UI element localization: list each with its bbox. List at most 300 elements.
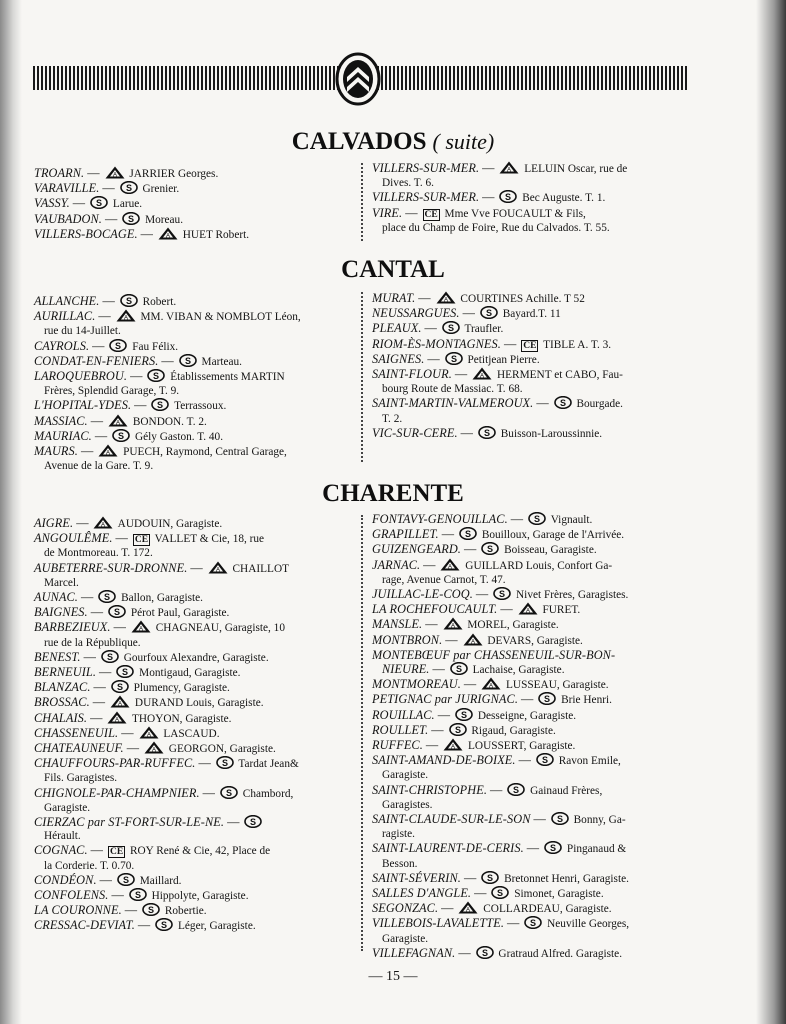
town-name: MONTMOREAU. — [372, 677, 461, 692]
dash-separator: — — [126, 741, 139, 756]
town-name: BENEST. — [34, 649, 81, 664]
svg-text:S: S — [497, 887, 504, 898]
town-name: AUBETERRE-SUR-DRONNE. — [34, 560, 188, 575]
entry-detail: Nivet Frères, Garagistes. — [513, 589, 629, 602]
entry-detail: Larue. — [110, 198, 143, 211]
directory-entry — [34, 414, 356, 429]
svg-text:A: A — [450, 623, 455, 630]
svg-text:S: S — [485, 308, 492, 319]
entry-detail: Desseigne, Garagiste. — [475, 709, 577, 722]
directory-entry — [34, 309, 356, 338]
town-name: BROSSAC. — [34, 695, 90, 710]
service-circle-s-icon — [551, 812, 569, 825]
directory-entry — [372, 812, 694, 841]
entry-line — [34, 620, 356, 635]
service-circle-s-icon — [480, 306, 498, 319]
service-circle-s-icon — [120, 181, 138, 194]
dash-separator: — — [474, 886, 487, 901]
svg-text:S: S — [541, 755, 548, 766]
svg-text:S: S — [114, 607, 121, 618]
directory-entry — [34, 843, 356, 872]
entry-detail: PUECH, Raymond, Central Garage, — [120, 446, 287, 459]
dash-separator: — — [80, 444, 94, 459]
ce-box-icon: CE — [523, 340, 537, 351]
entry-detail: AUDOUIN, Garagiste. — [115, 518, 223, 530]
dash-separator: — — [536, 396, 549, 411]
service-circle-s-icon — [129, 888, 147, 901]
svg-text:S: S — [556, 813, 563, 824]
entry-line — [34, 516, 356, 531]
entry-detail: Petitjean Pierre. — [464, 353, 540, 366]
agent-triangle-icon — [436, 291, 456, 304]
entry-line — [372, 602, 694, 617]
town-name: FONTAVY-GENOUILLAC. — [372, 512, 508, 526]
directory-entry — [34, 590, 356, 605]
entry-continuation: Garagiste. — [382, 932, 429, 945]
entry-line — [372, 886, 694, 901]
service-circle-s-icon — [449, 723, 467, 736]
dash-separator: — — [507, 916, 520, 931]
agent-triangle-icon — [499, 161, 519, 174]
entry-line — [34, 166, 356, 181]
entry-detail: ROY René & Cie, 42, Place de — [127, 845, 271, 858]
svg-text:A: A — [116, 419, 121, 426]
svg-text:S: S — [513, 784, 520, 795]
service-circle-s-icon — [476, 946, 494, 959]
entry-line — [34, 590, 356, 605]
town-name: CONFOLENS. — [34, 888, 109, 903]
directory-entry — [34, 561, 356, 590]
directory-entry — [372, 677, 694, 692]
service-circle-s-icon — [536, 753, 554, 766]
directory-entry — [34, 873, 356, 888]
town-name: LA COURONNE. — [34, 903, 122, 918]
svg-text:S: S — [499, 588, 506, 599]
entry-line — [372, 617, 694, 632]
town-name: MURAT. — [372, 291, 416, 305]
column-divider — [361, 515, 363, 951]
town-name: SAINT-LAURENT-DE-CERIS. — [372, 841, 524, 856]
entry-detail: Gratraud Alfred. Garagiste. — [495, 947, 623, 960]
svg-text:S: S — [550, 843, 557, 854]
entry-line — [372, 753, 694, 768]
entry-line — [372, 352, 694, 367]
entry-detail: Traufler. — [461, 323, 504, 336]
svg-text:S: S — [487, 872, 494, 883]
svg-text:S: S — [481, 947, 488, 958]
entry-continuation: Garagiste. — [44, 801, 91, 814]
agent-triangle-icon — [481, 677, 501, 690]
dash-separator: — — [190, 560, 203, 575]
directory-entry — [372, 692, 694, 707]
service-circle-s-icon — [98, 590, 116, 603]
entry-line — [372, 190, 694, 205]
service-circle-s-icon — [90, 196, 108, 209]
dash-separator: — — [111, 888, 124, 903]
service-circle-s-icon — [142, 903, 160, 916]
calvados-right-column — [372, 161, 694, 235]
svg-text:S: S — [454, 724, 461, 735]
entry-detail: Montigaud, Garagiste. — [136, 667, 241, 680]
dash-separator: — — [482, 161, 495, 175]
entry-detail: Grenier. — [139, 183, 180, 196]
entry-line — [34, 294, 356, 309]
entry-detail: Ballon, Garagiste. — [118, 592, 203, 605]
town-name: LAROQUEBROU. — [34, 369, 128, 384]
entry-detail: LUSSEAU, Garagiste. — [503, 679, 609, 692]
entry-line — [34, 903, 356, 918]
svg-text:A: A — [151, 747, 156, 754]
town-name: CHALAIS. — [34, 710, 88, 725]
entry-line — [382, 662, 694, 677]
service-circle-s-icon — [442, 321, 460, 334]
dash-separator: — — [425, 738, 439, 753]
agent-triangle-icon — [105, 166, 125, 179]
dash-separator: — — [463, 542, 477, 557]
town-name: RIOM-ÈS-MONTAGNES. — [372, 336, 501, 351]
entry-detail: Bourgade. — [573, 398, 624, 411]
entry-detail: LOUSSERT, Garagiste. — [465, 740, 576, 753]
svg-text:S: S — [122, 666, 129, 677]
service-circle-s-icon — [544, 841, 562, 854]
dash-separator: — — [90, 413, 104, 428]
town-name: SALLES D'ANGLE. — [372, 886, 472, 901]
svg-text:S: S — [148, 905, 155, 916]
entry-line — [372, 783, 694, 798]
entry-continuation: la Corderie. T. 0.70. — [44, 859, 135, 872]
dash-separator: — — [526, 841, 540, 856]
entry-line — [34, 354, 356, 369]
svg-text:A: A — [507, 167, 512, 174]
directory-entry — [372, 916, 694, 945]
svg-text:S: S — [221, 758, 228, 769]
agent-triangle-icon — [472, 367, 492, 380]
directory-entry — [34, 429, 356, 444]
entry-line — [372, 723, 694, 738]
service-circle-s-icon — [147, 369, 165, 382]
entry-detail: Bec Auguste. T. 1. — [519, 192, 606, 205]
entry-continuation: Fils. Garagistes. — [44, 772, 118, 785]
svg-text:S: S — [118, 430, 125, 441]
entry-line — [34, 888, 356, 903]
town-name: CHIGNOLE-PAR-CHAMPNIER. — [34, 785, 200, 800]
entry-line — [372, 291, 694, 306]
entry-line — [372, 633, 694, 648]
town-name: AUNAC. — [34, 590, 78, 605]
directory-entry — [372, 396, 694, 425]
entry-continuation: Dives. T. 6. — [382, 177, 434, 190]
entry-detail: Marteau. — [198, 355, 243, 368]
entry-line — [372, 426, 694, 441]
town-name: CONDÉON. — [34, 872, 97, 887]
service-circle-s-icon — [244, 815, 262, 828]
service-circle-s-icon — [220, 786, 238, 799]
entry-detail: THOYON, Garagiste. — [129, 712, 232, 725]
entry-continuation: Garagiste. — [382, 769, 429, 782]
directory-entry — [372, 161, 694, 190]
service-circle-s-icon — [528, 512, 546, 525]
dash-separator: — — [425, 617, 438, 632]
svg-text:S: S — [534, 513, 541, 524]
svg-text:A: A — [101, 522, 106, 529]
entry-detail: Bonny, Ga- — [570, 814, 626, 827]
entry-detail: Établissements MARTIN — [167, 371, 285, 384]
town-name: ANGOULÊME. — [34, 531, 113, 546]
entry-detail: GUILLARD Louis, Confort Ga- — [462, 559, 613, 572]
service-circle-s-icon — [116, 665, 134, 678]
svg-text:A: A — [138, 626, 143, 633]
entry-detail: Brie Henri. — [558, 694, 612, 707]
svg-text:S: S — [134, 889, 141, 900]
dash-separator: — — [518, 753, 531, 768]
section-title-cantal: CANTAL — [341, 256, 445, 283]
entry-line — [372, 692, 694, 707]
entry-detail: CHAGNEAU, Garagiste, 10 — [152, 622, 285, 635]
service-circle-s-icon — [493, 587, 511, 600]
town-name: BLANZAC. — [34, 680, 91, 695]
entry-line — [372, 306, 694, 321]
svg-text:A: A — [106, 450, 111, 457]
dash-separator: — — [198, 756, 211, 771]
agent-triangle-icon — [144, 741, 164, 754]
svg-text:S: S — [530, 918, 537, 929]
entry-line — [372, 871, 694, 886]
service-circle-s-icon — [538, 692, 556, 705]
entry-line — [372, 916, 694, 931]
directory-entry — [34, 918, 356, 933]
dash-separator: — — [72, 196, 86, 211]
agent-triangle-icon — [443, 738, 463, 751]
agent-triangle-icon — [443, 617, 463, 630]
entry-continuation: ragiste. — [382, 828, 415, 841]
entry-line — [372, 337, 694, 352]
dash-separator: — — [99, 665, 112, 680]
directory-entry — [34, 339, 356, 354]
entry-detail: Fau Félix. — [129, 340, 179, 353]
dash-separator: — — [92, 695, 106, 710]
dash-separator: — — [104, 211, 118, 226]
directory-entry — [34, 620, 356, 649]
entry-line — [34, 369, 356, 384]
entry-line — [34, 181, 356, 196]
entry-detail: Gainaud Frères, — [527, 784, 603, 797]
entry-detail: Maillard. — [136, 874, 182, 887]
directory-entry — [34, 196, 356, 211]
town-name: VILLEBOIS-LAVALETTE. — [372, 916, 504, 931]
entry-detail: BONDON. T. 2. — [130, 415, 207, 428]
town-name: COGNAC. — [34, 843, 88, 858]
svg-text:A: A — [115, 716, 120, 723]
town-name: MONTBRON. — [372, 632, 443, 647]
svg-text:S: S — [104, 591, 111, 602]
directory-entry — [372, 662, 694, 677]
service-circle-s-icon — [151, 398, 169, 411]
entry-detail: COURTINES Achille. T 52 — [457, 293, 585, 305]
entry-line — [34, 741, 356, 756]
entry-detail: Boisseau, Garagiste. — [501, 544, 597, 557]
service-circle-s-icon — [507, 783, 525, 796]
service-circle-s-icon — [117, 873, 135, 886]
ce-box-icon: CE — [424, 209, 438, 220]
entry-detail: Bayard.T. 11 — [499, 308, 561, 321]
svg-text:A: A — [451, 744, 456, 751]
directory-entry — [34, 741, 356, 756]
entry-detail: Neuville Georges, — [544, 918, 630, 931]
entry-detail: Pinganaud & — [564, 843, 627, 856]
svg-text:A: A — [470, 638, 475, 645]
dash-separator: — — [134, 398, 147, 413]
dash-separator: — — [432, 662, 445, 677]
entry-line — [372, 206, 694, 221]
entry-detail: DEVARS, Garagiste. — [484, 634, 583, 647]
town-name: CAYROLS. — [34, 338, 90, 353]
town-name: VARAVILLE. — [34, 181, 100, 196]
svg-text:S: S — [483, 427, 490, 438]
dash-separator: — — [98, 309, 111, 324]
entry-detail: Buisson-Laroussinnie. — [497, 427, 603, 440]
svg-text:S: S — [157, 400, 164, 411]
town-name: AURILLAC. — [34, 309, 96, 324]
charente-left-column — [34, 516, 356, 934]
entry-line — [34, 665, 356, 680]
town-name: ALLANCHE. — [34, 294, 100, 308]
entry-detail: Lachaise, Garagiste. — [469, 664, 565, 677]
entry-line — [34, 680, 356, 695]
svg-text:S: S — [225, 787, 232, 798]
svg-text:S: S — [125, 183, 132, 194]
town-name: SAINT-MARTIN-VALMEROUX. — [372, 396, 534, 411]
service-circle-s-icon — [101, 650, 119, 663]
svg-text:S: S — [450, 353, 457, 364]
entry-continuation: rue de la République. — [44, 636, 141, 649]
directory-entry — [34, 786, 356, 815]
town-name: LA ROCHEFOUCAULT. — [372, 602, 498, 617]
service-circle-s-icon — [112, 429, 130, 442]
agent-triangle-icon — [131, 620, 151, 633]
dash-separator: — — [161, 353, 174, 368]
agent-triangle-icon — [110, 695, 130, 708]
directory-entry — [34, 888, 356, 903]
entry-continuation: T. 2. — [382, 412, 403, 425]
town-name: RUFFEC. — [372, 738, 423, 753]
column-divider — [361, 292, 363, 462]
directory-entry — [372, 337, 694, 352]
directory-entry — [34, 516, 356, 531]
entry-detail: Simonet, Garagiste. — [511, 888, 604, 901]
svg-text:S: S — [96, 198, 103, 209]
cantal-right-column — [372, 291, 694, 441]
dash-separator: — — [490, 782, 503, 797]
agent-triangle-icon — [458, 901, 478, 914]
directory-entry — [372, 783, 694, 812]
town-name: SAIGNES. — [372, 351, 425, 366]
dash-separator: — — [458, 945, 471, 960]
entry-line — [372, 558, 694, 573]
entry-detail: JARRIER Georges. — [126, 168, 219, 180]
town-name: ROUILLAC. — [372, 707, 435, 722]
town-name: VIC-SUR-CERE. — [372, 425, 458, 440]
entry-line — [34, 339, 356, 354]
directory-entry — [372, 367, 694, 396]
svg-text:A: A — [466, 907, 471, 914]
service-circle-s-icon — [216, 756, 234, 769]
service-circle-s-icon — [122, 212, 140, 225]
directory-entry — [34, 726, 356, 741]
entry-line — [34, 786, 356, 801]
dash-separator: — — [445, 632, 458, 647]
town-name: BAIGNES. — [34, 605, 88, 620]
entry-continuation: de Montmoreau. T. 172. — [44, 547, 153, 560]
agent-triangle-icon — [463, 633, 483, 646]
entry-line — [372, 161, 694, 176]
dash-separator: — — [87, 166, 100, 180]
town-name: GUIZENGEARD. — [372, 542, 461, 557]
entry-line — [34, 561, 356, 576]
agent-triangle-icon — [108, 414, 128, 427]
directory-entry — [372, 426, 694, 441]
svg-text:S: S — [128, 213, 135, 224]
entry-line — [372, 648, 694, 662]
entry-detail: MM. VIBAN & NOMBLOT Léon, — [137, 311, 301, 324]
town-name: VAUBADON. — [34, 211, 102, 226]
service-circle-s-icon — [109, 339, 127, 352]
town-name: SAINT-FLOUR. — [372, 367, 452, 382]
ce-box-icon: CE — [134, 535, 149, 546]
dash-separator: — — [503, 336, 517, 351]
calvados-left-column — [34, 166, 356, 242]
directory-entry — [372, 206, 694, 235]
svg-text:A: A — [525, 608, 530, 615]
dash-separator: — — [418, 291, 431, 305]
svg-text:S: S — [559, 398, 566, 409]
directory-entry — [34, 665, 356, 680]
entry-line — [34, 726, 356, 741]
directory-entry — [34, 181, 356, 196]
entry-line — [34, 398, 356, 413]
page-number: — 15 — — [368, 969, 418, 984]
entry-continuation: Besson. — [382, 857, 418, 870]
dash-separator: — — [441, 527, 454, 542]
entry-continuation: Frères, Splendid Garage, T. 9. — [44, 385, 180, 398]
directory-entry — [34, 695, 356, 710]
svg-text:S: S — [447, 323, 454, 334]
directory-entry — [34, 531, 356, 560]
dash-separator: — — [510, 512, 524, 526]
service-circle-s-icon — [455, 708, 473, 721]
service-circle-s-icon — [554, 396, 572, 409]
directory-entry — [34, 294, 356, 309]
directory-entry — [34, 212, 356, 227]
directory-entry — [372, 708, 694, 723]
entry-line — [34, 227, 356, 242]
entry-detail: HUET Robert. — [179, 228, 250, 241]
town-name: PETIGNAC par JURIGNAC. — [372, 692, 518, 707]
dash-separator: — — [441, 901, 454, 916]
entry-line — [372, 542, 694, 557]
agent-triangle-icon — [98, 444, 118, 457]
entry-continuation: Marcel. — [44, 576, 79, 589]
town-name: VASSY. — [34, 196, 70, 211]
entry-detail: Hippolyte, Garagiste. — [148, 890, 249, 903]
entry-detail: Mme Vve FOUCAULT & Fils, — [441, 207, 586, 220]
town-name: VILLEFAGNAN. — [372, 945, 456, 960]
town-name: VIRE. — [372, 205, 403, 220]
town-name: ROULLET. — [372, 722, 429, 737]
section-title-calvados: CALVADOS ( suite) — [291, 128, 495, 155]
directory-entry — [372, 602, 694, 617]
svg-text:S: S — [106, 651, 113, 662]
svg-text:S: S — [505, 192, 512, 203]
